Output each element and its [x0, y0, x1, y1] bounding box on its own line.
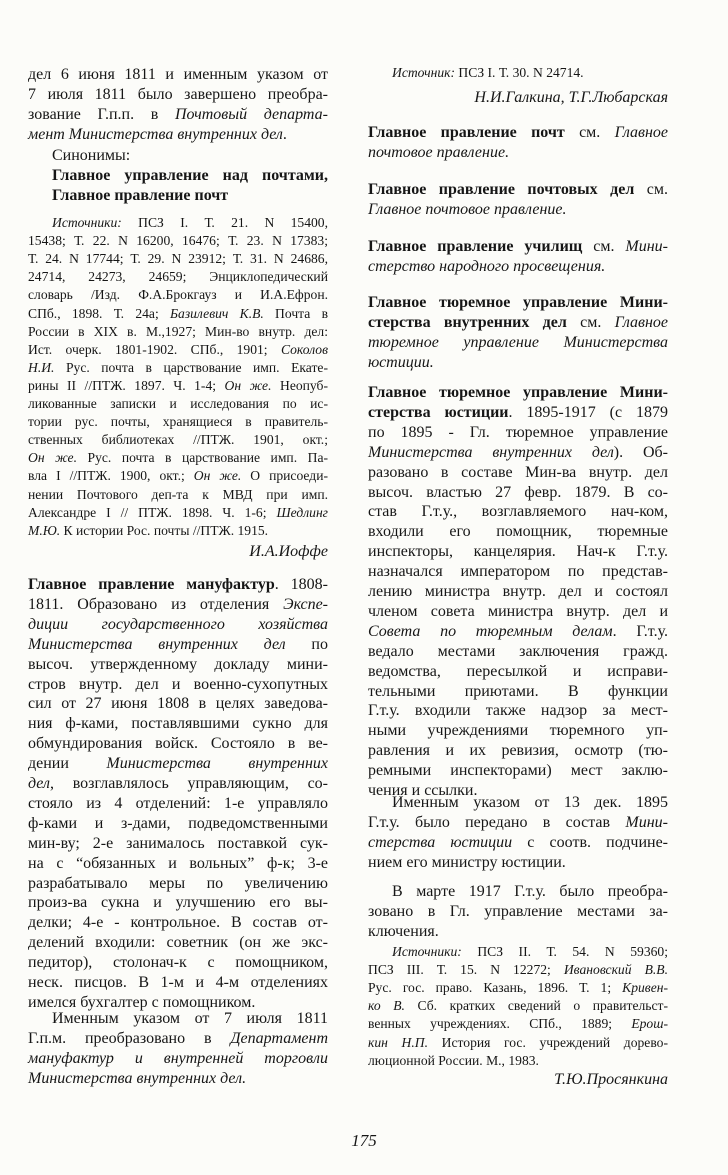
text-run: имелся бухгалтер с помощником.: [28, 993, 256, 1011]
text-line: [28, 754, 328, 774]
text-line: [368, 833, 668, 853]
text-run: 24714, 24273, 24659; Энциклопедический: [28, 269, 328, 285]
text-run: ственных библиотеках //ПТЖ. 1901, окт.;: [28, 432, 328, 448]
text-line: [28, 794, 328, 814]
text-run: .: [282, 125, 287, 143]
text-run: ПСЗ II. Т. 54. N 59360;: [461, 944, 668, 959]
italic-run: Министерства внутренних дел: [28, 635, 286, 653]
text-run: сил от 27 июня 1808 в целях заведова-: [28, 695, 328, 713]
text-run: 15438; Т. 22. N 16200, 16476; Т. 23. N 17383;: [28, 233, 328, 249]
text-run: инспекторы, канцелярия. Нач-к Г.т.у.: [368, 543, 668, 561]
text-line: [28, 85, 328, 105]
text-line: [368, 582, 668, 602]
text-run: тории рус. почты, хранящиеся в правитель-: [28, 414, 328, 430]
text-line: [368, 642, 668, 662]
text-line: [368, 721, 668, 741]
text-run: входили его помощник, тюремные: [368, 523, 668, 541]
text-line: [28, 973, 328, 993]
text-run: обмундирования войск. Состояло в ве-: [28, 735, 328, 753]
page-number: 175: [351, 1131, 377, 1150]
text-line: [392, 793, 668, 813]
text-run: Александре I // ПТЖ. 1898. Ч. 1-6;: [28, 504, 277, 520]
text-line: [28, 595, 328, 615]
text-line: [368, 1052, 668, 1070]
italic-run: дел: [28, 775, 50, 792]
italic-run: стерство народного просвещения.: [368, 257, 606, 275]
italic-run: Источники:: [392, 944, 462, 959]
italic-run: Главное почтовое правление.: [368, 200, 567, 218]
italic-run: ко В.: [368, 998, 405, 1014]
italic-run: Мини-: [625, 813, 668, 831]
text-line: [28, 125, 328, 145]
text-line: [368, 237, 668, 257]
entry-heading: Главное тюремное управление Мини-: [368, 384, 668, 401]
italic-run: Шедлинг: [276, 504, 328, 520]
text-line: [368, 200, 668, 220]
text-run: на с “обязанных и вольных” ф-к; 3-е: [28, 854, 328, 872]
text-run: Рус. гос. право. Казань, 1896. Т. 1;: [368, 980, 623, 996]
text-line: [368, 853, 668, 873]
text-run: ключения.: [368, 922, 439, 940]
text-run: зование Г.п.п. в: [28, 105, 175, 123]
text-run: разовано в составе Мин-ва внутр. дел: [368, 463, 668, 481]
entry-heading: Главное правление училищ: [368, 238, 583, 255]
text-run: вла I //ПТЖ. 1900, окт.;: [28, 468, 194, 484]
text-run: венных учреждениях. СПб., 1889;: [368, 1016, 632, 1032]
text-line: [28, 874, 328, 894]
text-line: [28, 486, 328, 504]
text-line: [368, 813, 668, 833]
text-line: [368, 333, 668, 353]
text-run: ведомства, пересылкой и исправи-: [368, 662, 668, 680]
text-line: [28, 542, 328, 562]
text-line: [28, 395, 328, 413]
text-run: разрабатывало меры по увеличению: [28, 874, 328, 892]
text-run: К истории Рос. почты //ПТЖ. 1915.: [60, 522, 269, 538]
text-line: [368, 143, 668, 163]
italic-run: Он же.: [193, 468, 242, 484]
text-line: [28, 431, 328, 449]
italic-run: мент Министерства внутренних дел: [28, 125, 283, 143]
italic-run: Базилевич К.В.: [170, 305, 264, 321]
text-run: . 1895-1917 (с 1879: [508, 403, 668, 421]
entry-heading: Главное тюремное управление Мини-: [368, 294, 668, 311]
italic-run: кин Н.П.: [368, 1034, 428, 1050]
text-line: [368, 979, 668, 997]
text-line: [28, 675, 328, 695]
text-run: , возглавлялось управляющим, со-: [49, 775, 328, 792]
text-line: [28, 1069, 328, 1089]
text-run: став Г.т.у., возглавляемого нач-ком,: [368, 503, 668, 521]
text-run: В марте 1917 Г.т.у. было преобра-: [392, 883, 668, 900]
text-run: России в XIX в. М.,1927; Мин-во внутр. дел:: [28, 323, 328, 339]
italic-run: почтовое правление.: [368, 143, 510, 161]
italic-run: Кривен-: [622, 980, 668, 996]
text-line: [368, 257, 668, 277]
text-run: О присоеди-: [241, 468, 328, 484]
text-run: ремными инспекторами) мест заклю-: [368, 762, 668, 780]
text-run: делки; 4-е - контрольное. В состав от-: [28, 914, 328, 932]
text-line: [28, 635, 328, 655]
text-run: Неопуб-: [271, 377, 328, 393]
text-line: [28, 1049, 328, 1069]
text-run: Рус. почта в царствование имп. Екате-: [54, 359, 328, 375]
text-run: членом совета министра внутр. дел и: [368, 602, 668, 620]
text-line: [368, 383, 668, 403]
text-line: [28, 814, 328, 834]
text-line: [28, 250, 328, 268]
italic-run: Главное: [614, 313, 668, 331]
text-run: ными учреждениями тюремного уп-: [368, 722, 668, 740]
text-run: стояло из 4 отделений: 1-е управляло: [28, 794, 328, 812]
italic-run: тюремное управление Министерства: [368, 333, 668, 351]
text-line: [28, 774, 328, 794]
text-line: [368, 602, 668, 622]
text-line: [368, 1015, 668, 1033]
italic-run: Главное: [614, 124, 668, 141]
text-line: [52, 214, 328, 232]
text-run: зовано в Гл. управление местами за-: [368, 902, 668, 920]
text-line: [28, 323, 328, 341]
italic-run: Н.И.: [28, 359, 55, 375]
text-run: И.А.Иоффе: [249, 543, 328, 560]
text-run: см.: [634, 181, 668, 198]
text-run: словарь /Изд. Ф.А.Брокгауз и И.А.Ефрон.: [28, 287, 328, 303]
text-run: ПСЗ I. Т. 30. N 24714.: [455, 65, 584, 80]
text-line: [28, 359, 328, 377]
text-line: [368, 542, 668, 562]
text-run: . 1808-: [274, 576, 329, 593]
italic-run: Источник:: [392, 65, 456, 80]
text-line: [28, 268, 328, 286]
italic-run: Министерства внутренних дел.: [28, 1069, 247, 1087]
text-line: [28, 449, 328, 467]
text-run: История гос. учреждений дорево-: [428, 1034, 668, 1050]
text-line: [368, 403, 668, 423]
left-column: [28, 0, 328, 1175]
italic-run: Совета по тюремным делам: [368, 622, 613, 640]
text-line: [368, 997, 668, 1015]
entry-heading: стерства внутренних дел: [368, 313, 567, 331]
text-line: [52, 186, 328, 206]
text-run: чения и ссылки.: [368, 782, 478, 799]
text-run: см.: [566, 313, 615, 331]
text-line: [28, 734, 328, 754]
text-line: [52, 1009, 328, 1029]
text-run: по: [285, 635, 328, 653]
text-line: [368, 353, 668, 373]
text-run: Именным указом от 13 дек. 1895: [392, 794, 668, 811]
text-line: [368, 463, 668, 483]
italic-run: Источники:: [52, 215, 122, 230]
text-line: [52, 166, 328, 186]
text-run: ПСЗ I. Т. 21. N 15400,: [121, 215, 328, 230]
text-run: дел 6 июня 1811 и именным указом от: [28, 66, 328, 83]
text-line: [28, 913, 328, 933]
text-run: Г.п.м. преобразовано в: [28, 1029, 231, 1047]
text-run: 1811. Образовано из отделения: [28, 595, 284, 613]
text-run: . Г.т.у.: [612, 622, 668, 640]
italic-run: Ерош-: [631, 1016, 668, 1032]
text-line: [28, 467, 328, 485]
text-run: рины II //ПТЖ. 1897. Ч. 1-4;: [28, 377, 225, 393]
text-run: высоч. утвержденному докладу мини-: [28, 655, 328, 673]
text-line: [28, 522, 328, 540]
text-line: [368, 483, 668, 503]
text-run: Синонимы:: [52, 147, 131, 164]
text-line: [368, 622, 668, 642]
italic-run: стерства юстиции: [368, 833, 513, 851]
text-line: [368, 682, 668, 702]
text-line: [368, 443, 668, 463]
italic-run: Он же.: [28, 450, 77, 466]
text-run: высоч. властью 27 февр. 1879. В со-: [368, 483, 668, 501]
text-run: Ист. очерк. 1801-1902. СПб., 1901;: [28, 341, 281, 357]
text-line: [28, 893, 328, 913]
text-line: [28, 377, 328, 395]
text-run: по 1895 - Гл. тюремное управление: [368, 423, 668, 441]
text-line: [28, 615, 328, 635]
text-run: ф-ками и з-дами, подведомственными: [28, 814, 328, 832]
text-run: назначался императором по представ-: [368, 563, 668, 581]
text-line: [28, 341, 328, 359]
text-run: Т.Ю.Просянкина: [554, 1071, 668, 1088]
text-run: равления и их ревизия, осмотр (тю-: [368, 742, 668, 760]
text-line: [28, 105, 328, 125]
text-line: [368, 761, 668, 781]
text-run: дении: [28, 755, 107, 773]
text-line: [368, 741, 668, 761]
text-run: ведало местами заключения гражд.: [368, 642, 668, 660]
text-line: [52, 146, 328, 166]
text-line: [28, 834, 328, 854]
text-run: с соотв. подчине-: [512, 833, 668, 851]
text-line: [28, 65, 328, 85]
text-line: [368, 902, 668, 922]
entry-heading: стерства юстиции: [368, 403, 509, 421]
entry-heading: Главное правление почт: [368, 124, 565, 141]
text-run: делений входили: советник (он же экс-: [28, 934, 328, 952]
text-run: ). Об-: [613, 443, 668, 461]
text-line: [28, 1029, 328, 1049]
text-run: 7 июля 1811 было завершено преобра-: [28, 85, 328, 103]
entry-heading: Главное правление мануфактур: [28, 576, 275, 593]
text-line: [368, 313, 668, 333]
text-run: Сб. кратких сведений о правительст-: [404, 998, 668, 1014]
text-line: [28, 504, 328, 522]
italic-run: Министерства внутренних дел: [368, 443, 614, 461]
text-run: Почта в: [263, 305, 328, 321]
text-line: [368, 662, 668, 682]
text-line: [392, 64, 668, 82]
text-run: ПСЗ III. Т. 15. N 12272;: [368, 962, 564, 978]
entry-heading: Главное управление над почтами,: [52, 167, 328, 184]
italic-run: Экспе-: [283, 595, 328, 613]
text-line: [28, 575, 328, 595]
text-run: см.: [564, 124, 615, 141]
text-run: Рус. почта в царствование имп. Па-: [76, 450, 329, 466]
text-run: неск. писцов. В 1-м и 4-м отделениях: [28, 974, 328, 991]
text-line: [368, 123, 668, 143]
text-line: [368, 701, 668, 721]
right-column: [368, 0, 668, 1175]
text-run: нием его министру юстиции.: [368, 853, 566, 871]
italic-run: Ивановский В.В.: [563, 962, 668, 978]
text-run: люционной России. М., 1983.: [368, 1052, 539, 1068]
text-run: педитор), столонач-к с помощником,: [28, 954, 328, 972]
text-line: [368, 1034, 668, 1052]
text-line: [28, 953, 328, 973]
text-line: [368, 522, 668, 542]
text-line: [368, 922, 668, 942]
text-line: [368, 562, 668, 582]
text-line: [28, 694, 328, 714]
text-run: лению министра внутр. дел и состоял: [368, 583, 668, 600]
italic-run: Мини-: [625, 238, 668, 255]
text-run: СПб., 1898. Т. 24а;: [28, 305, 170, 321]
text-line: [392, 943, 668, 961]
text-line: [28, 286, 328, 304]
text-line: [28, 933, 328, 953]
italic-run: мануфактур и внутренней торговли: [28, 1049, 328, 1067]
italic-run: М.Ю.: [28, 522, 61, 538]
text-run: стров внутр. дел и военно-сухопутных: [28, 675, 328, 693]
text-line: [368, 423, 668, 443]
entry-heading: Главное правление почтовых дел: [368, 181, 635, 198]
text-line: [28, 413, 328, 431]
text-run: ликованные записки и исследования по ис-: [28, 396, 328, 411]
italic-run: Почтовый департа-: [174, 105, 328, 123]
text-line: [368, 961, 668, 979]
text-line: [368, 502, 668, 522]
text-line: [368, 180, 668, 200]
text-run: Г.т.у. было передано в состав: [368, 813, 626, 831]
text-run: ния ф-ками, поставлявшими сукно для: [28, 715, 328, 733]
text-run: произ-ва сукна и улучшению его вы-: [28, 894, 328, 912]
text-line: [368, 293, 668, 313]
text-line: [392, 882, 668, 902]
text-line: [368, 1070, 668, 1090]
text-run: Т. 24. N 17744; Т. 29. N 23912; Т. 31. N 24686,: [28, 251, 328, 267]
text-line: [28, 655, 328, 675]
italic-run: Он же.: [224, 377, 272, 393]
text-line: [28, 305, 328, 323]
text-run: Именным указом от 7 июля 1811: [52, 1010, 328, 1027]
text-run: нении Почтового деп-та к МВД при имп.: [28, 486, 328, 502]
italic-run: Министерства внутренних: [106, 755, 328, 773]
text-run: Н.И.Галкина, Т.Г.Любарская: [474, 89, 668, 106]
text-line: [368, 88, 668, 108]
text-run: тельными приютами. В функции: [368, 682, 668, 700]
text-run: Г.т.у. входили также надзор за мест-: [368, 702, 668, 720]
text-line: [28, 854, 328, 874]
italic-run: Департамент: [230, 1029, 328, 1047]
italic-run: юстиции.: [368, 353, 434, 371]
text-line: [28, 714, 328, 734]
italic-run: диции государственного хозяйства: [28, 615, 328, 633]
text-run: мин-ву; 2-е занималось поставкой сук-: [28, 834, 328, 852]
entry-heading: Главное правление почт: [52, 186, 229, 204]
italic-run: Соколов: [280, 341, 328, 357]
text-run: см.: [582, 238, 626, 255]
text-line: [28, 232, 328, 250]
